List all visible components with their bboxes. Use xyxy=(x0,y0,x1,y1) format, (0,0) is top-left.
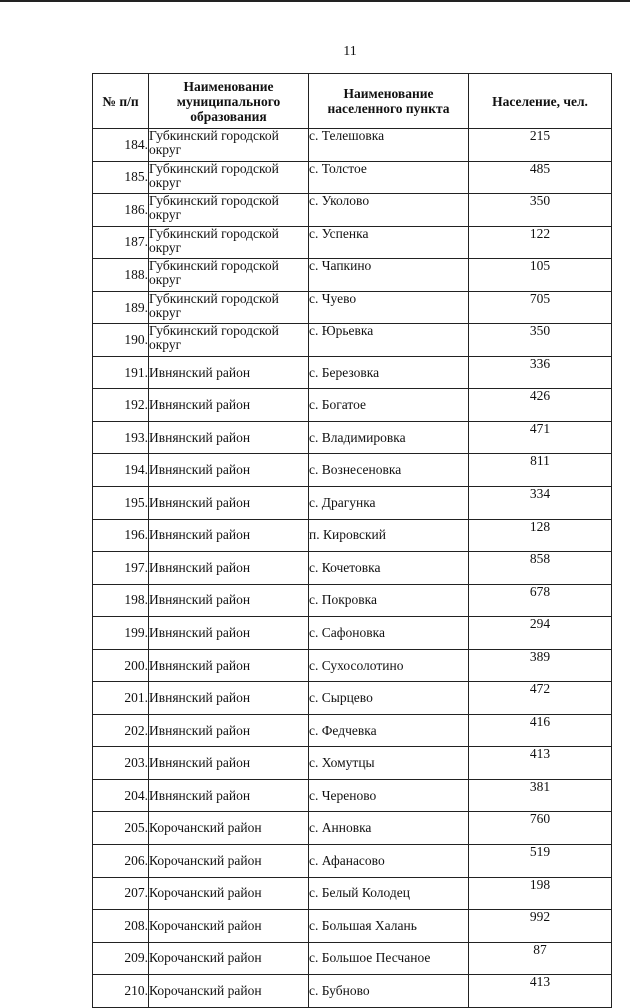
settlement-cell: с. Большая Халань xyxy=(309,910,469,943)
settlement-cell: с. Чапкино xyxy=(309,259,469,292)
row-number: 207. xyxy=(93,877,149,910)
population-cell: 334 xyxy=(469,487,612,520)
table-row xyxy=(93,975,612,1008)
settlement-cell: с. Драгунка xyxy=(309,487,469,520)
settlement-population-table xyxy=(92,73,612,1008)
table-row xyxy=(93,389,612,422)
population-cell: 336 xyxy=(469,356,612,389)
settlement-cell: с. Череново xyxy=(309,779,469,812)
municipality-cell: Ивнянский район xyxy=(149,747,309,780)
municipality-cell: Корочанский район xyxy=(149,812,309,845)
municipality-cell: Корочанский район xyxy=(149,910,309,943)
row-number: 206. xyxy=(93,845,149,878)
population-cell: 705 xyxy=(469,291,612,324)
header-settlement: Наименование населенного пункта xyxy=(309,74,469,129)
municipality-cell: Губкинский городской округ xyxy=(149,161,309,194)
table-row xyxy=(93,584,612,617)
table-row xyxy=(93,356,612,389)
population-cell: 381 xyxy=(469,779,612,812)
settlement-cell: с. Белый Колодец xyxy=(309,877,469,910)
row-number: 208. xyxy=(93,910,149,943)
municipality-cell: Ивнянский район xyxy=(149,454,309,487)
population-cell: 413 xyxy=(469,747,612,780)
population-cell: 471 xyxy=(469,421,612,454)
municipality-cell: Губкинский городской округ xyxy=(149,324,309,357)
table-row xyxy=(93,129,612,162)
table-row xyxy=(93,259,612,292)
municipality-cell: Ивнянский район xyxy=(149,487,309,520)
row-number: 184. xyxy=(93,129,149,162)
row-number: 202. xyxy=(93,714,149,747)
population-cell: 389 xyxy=(469,649,612,682)
municipality-cell: Ивнянский район xyxy=(149,519,309,552)
settlement-cell: с. Владимировка xyxy=(309,421,469,454)
table-row xyxy=(93,519,612,552)
population-cell: 760 xyxy=(469,812,612,845)
population-cell: 519 xyxy=(469,845,612,878)
settlement-cell: с. Телешовка xyxy=(309,129,469,162)
settlement-cell: с. Федчевка xyxy=(309,714,469,747)
municipality-cell: Корочанский район xyxy=(149,975,309,1008)
table-row xyxy=(93,291,612,324)
table-row xyxy=(93,552,612,585)
population-cell: 992 xyxy=(469,910,612,943)
row-number: 186. xyxy=(93,194,149,227)
table-row xyxy=(93,454,612,487)
row-number: 189. xyxy=(93,291,149,324)
row-number: 190. xyxy=(93,324,149,357)
header-municipality: Наименование муниципального образования xyxy=(149,74,309,129)
settlement-cell: с. Сафоновка xyxy=(309,617,469,650)
population-cell: 87 xyxy=(469,942,612,975)
table-row xyxy=(93,812,612,845)
table-row xyxy=(93,845,612,878)
row-number: 210. xyxy=(93,975,149,1008)
row-number: 193. xyxy=(93,421,149,454)
table-row xyxy=(93,714,612,747)
row-number: 188. xyxy=(93,259,149,292)
settlement-cell: с. Бубново xyxy=(309,975,469,1008)
settlement-cell: с. Толстое xyxy=(309,161,469,194)
settlement-cell: с. Сырцево xyxy=(309,682,469,715)
municipality-cell: Губкинский городской округ xyxy=(149,194,309,227)
settlement-cell: с. Сухосолотино xyxy=(309,649,469,682)
municipality-cell: Губкинский городской округ xyxy=(149,129,309,162)
page-number: 11 xyxy=(343,44,357,59)
row-number: 198. xyxy=(93,584,149,617)
row-number: 191. xyxy=(93,356,149,389)
settlement-cell: с. Березовка xyxy=(309,356,469,389)
population-cell: 811 xyxy=(469,454,612,487)
population-cell: 215 xyxy=(469,129,612,162)
population-cell: 128 xyxy=(469,519,612,552)
population-cell: 198 xyxy=(469,877,612,910)
municipality-cell: Ивнянский район xyxy=(149,649,309,682)
table-row xyxy=(93,747,612,780)
row-number: 203. xyxy=(93,747,149,780)
municipality-cell: Ивнянский район xyxy=(149,779,309,812)
population-cell: 105 xyxy=(469,259,612,292)
municipality-cell: Ивнянский район xyxy=(149,421,309,454)
municipality-cell: Ивнянский район xyxy=(149,356,309,389)
row-number: 200. xyxy=(93,649,149,682)
municipality-cell: Ивнянский район xyxy=(149,714,309,747)
table-row xyxy=(93,779,612,812)
table-body xyxy=(93,129,612,1008)
row-number: 201. xyxy=(93,682,149,715)
table-row xyxy=(93,942,612,975)
municipality-cell: Губкинский городской округ xyxy=(149,226,309,259)
header-number: № п/п xyxy=(93,74,149,129)
settlement-cell: с. Богатое xyxy=(309,389,469,422)
header-population: Население, чел. xyxy=(469,74,612,129)
row-number: 204. xyxy=(93,779,149,812)
population-cell: 678 xyxy=(469,584,612,617)
settlement-cell: с. Большое Песчаное xyxy=(309,942,469,975)
municipality-cell: Ивнянский район xyxy=(149,617,309,650)
row-number: 209. xyxy=(93,942,149,975)
table-row xyxy=(93,226,612,259)
municipality-cell: Корочанский район xyxy=(149,845,309,878)
row-number: 192. xyxy=(93,389,149,422)
municipality-cell: Губкинский городской округ xyxy=(149,259,309,292)
table-row xyxy=(93,487,612,520)
row-number: 185. xyxy=(93,161,149,194)
municipality-cell: Ивнянский район xyxy=(149,584,309,617)
population-cell: 122 xyxy=(469,226,612,259)
population-cell: 350 xyxy=(469,194,612,227)
table-row xyxy=(93,194,612,227)
settlement-cell: с. Уколово xyxy=(309,194,469,227)
row-number: 196. xyxy=(93,519,149,552)
table-row xyxy=(93,421,612,454)
table-row xyxy=(93,617,612,650)
population-cell: 350 xyxy=(469,324,612,357)
population-cell: 294 xyxy=(469,617,612,650)
settlement-cell: с. Успенка xyxy=(309,226,469,259)
municipality-cell: Корочанский район xyxy=(149,877,309,910)
top-border-line xyxy=(0,0,630,2)
population-cell: 472 xyxy=(469,682,612,715)
row-number: 205. xyxy=(93,812,149,845)
settlement-cell: п. Кировский xyxy=(309,519,469,552)
population-cell: 426 xyxy=(469,389,612,422)
municipality-cell: Корочанский район xyxy=(149,942,309,975)
settlement-cell: с. Юрьевка xyxy=(309,324,469,357)
table-row xyxy=(93,682,612,715)
settlement-cell: с. Хомутцы xyxy=(309,747,469,780)
settlement-cell: с. Анновка xyxy=(309,812,469,845)
table-header-row xyxy=(93,74,612,129)
population-cell: 485 xyxy=(469,161,612,194)
population-cell: 858 xyxy=(469,552,612,585)
municipality-cell: Губкинский городской округ xyxy=(149,291,309,324)
row-number: 187. xyxy=(93,226,149,259)
settlement-cell: с. Чуево xyxy=(309,291,469,324)
table-row xyxy=(93,324,612,357)
row-number: 194. xyxy=(93,454,149,487)
municipality-cell: Ивнянский район xyxy=(149,682,309,715)
table-row xyxy=(93,910,612,943)
municipality-cell: Ивнянский район xyxy=(149,552,309,585)
row-number: 195. xyxy=(93,487,149,520)
row-number: 199. xyxy=(93,617,149,650)
settlement-cell: с. Покровка xyxy=(309,584,469,617)
settlement-cell: с. Афанасово xyxy=(309,845,469,878)
municipality-cell: Ивнянский район xyxy=(149,389,309,422)
table-row xyxy=(93,161,612,194)
row-number: 197. xyxy=(93,552,149,585)
population-cell: 413 xyxy=(469,975,612,1008)
population-cell: 416 xyxy=(469,714,612,747)
settlement-cell: с. Вознесеновка xyxy=(309,454,469,487)
settlement-cell: с. Кочетовка xyxy=(309,552,469,585)
table-row xyxy=(93,649,612,682)
